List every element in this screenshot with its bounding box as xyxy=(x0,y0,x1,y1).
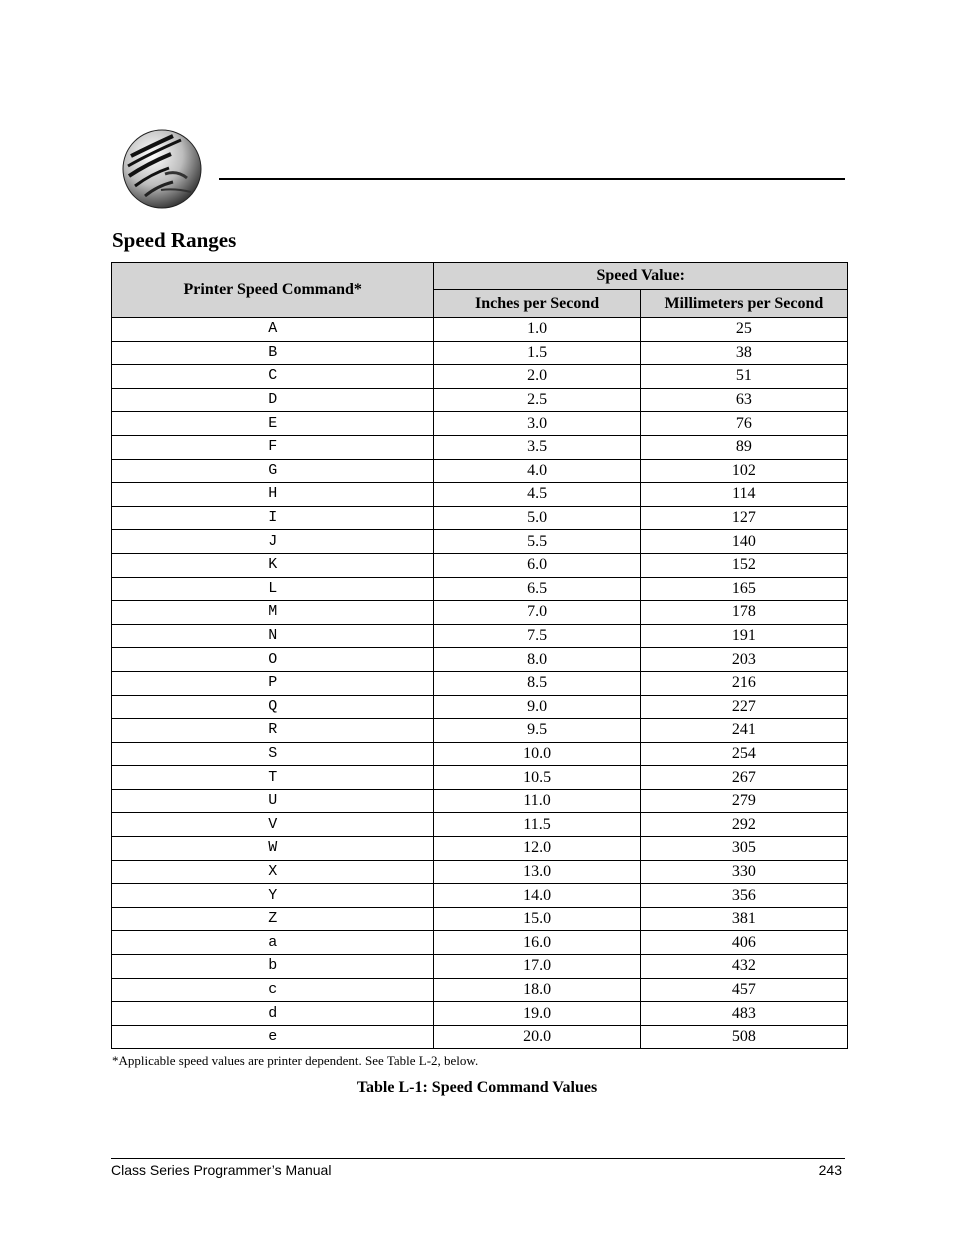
inches-per-second-cell: 7.0 xyxy=(434,601,640,625)
header-rule xyxy=(219,178,845,180)
table-row xyxy=(112,459,848,483)
table-row xyxy=(112,1002,848,1026)
inches-per-second-cell: 3.5 xyxy=(434,435,640,459)
speed-command-cell: F xyxy=(112,435,434,459)
table-row xyxy=(112,742,848,766)
inches-per-second-cell: 13.0 xyxy=(434,860,640,884)
millimeters-per-second-cell: 191 xyxy=(640,624,847,648)
table-row xyxy=(112,530,848,554)
table-body xyxy=(112,318,848,1049)
inches-per-second-cell: 12.0 xyxy=(434,837,640,861)
millimeters-per-second-cell: 203 xyxy=(640,648,847,672)
table-row xyxy=(112,341,848,365)
speed-command-cell: U xyxy=(112,789,434,813)
millimeters-per-second-cell: 305 xyxy=(640,837,847,861)
speed-command-cell: e xyxy=(112,1025,434,1049)
inches-per-second-cell: 6.0 xyxy=(434,553,640,577)
millimeters-per-second-cell: 38 xyxy=(640,341,847,365)
table-row xyxy=(112,813,848,837)
millimeters-per-second-cell: 216 xyxy=(640,671,847,695)
table-row xyxy=(112,365,848,389)
inches-per-second-cell: 1.5 xyxy=(434,341,640,365)
millimeters-per-second-cell: 89 xyxy=(640,435,847,459)
table-row xyxy=(112,907,848,931)
table-row xyxy=(112,318,848,342)
millimeters-per-second-cell: 381 xyxy=(640,907,847,931)
inches-per-second-cell: 3.0 xyxy=(434,412,640,436)
speed-command-cell: a xyxy=(112,931,434,955)
millimeters-per-second-cell: 330 xyxy=(640,860,847,884)
inches-per-second-cell: 1.0 xyxy=(434,318,640,342)
speed-command-table xyxy=(111,262,848,1049)
inches-per-second-cell: 8.0 xyxy=(434,648,640,672)
table-row xyxy=(112,695,848,719)
speed-command-cell: L xyxy=(112,577,434,601)
speed-command-cell: M xyxy=(112,601,434,625)
table-row xyxy=(112,388,848,412)
inches-per-second-cell: 16.0 xyxy=(434,931,640,955)
inches-per-second-cell: 19.0 xyxy=(434,1002,640,1026)
table-row xyxy=(112,506,848,530)
millimeters-per-second-cell: 241 xyxy=(640,719,847,743)
millimeters-per-second-cell: 356 xyxy=(640,884,847,908)
millimeters-per-second-cell: 152 xyxy=(640,553,847,577)
millimeters-per-second-cell: 63 xyxy=(640,388,847,412)
table-row xyxy=(112,412,848,436)
millimeters-per-second-cell: 267 xyxy=(640,766,847,790)
speed-command-cell: D xyxy=(112,388,434,412)
table-caption: Table L-1: Speed Command Values xyxy=(356,1079,598,1096)
table-row xyxy=(112,931,848,955)
speed-command-cell: H xyxy=(112,483,434,507)
table-row xyxy=(112,837,848,861)
speed-command-cell: C xyxy=(112,365,434,389)
speed-command-cell: S xyxy=(112,742,434,766)
inches-per-second-cell: 14.0 xyxy=(434,884,640,908)
speed-command-cell: b xyxy=(112,955,434,979)
table-row xyxy=(112,648,848,672)
table-row xyxy=(112,766,848,790)
millimeters-per-second-cell: 432 xyxy=(640,955,847,979)
millimeters-per-second-cell: 25 xyxy=(640,318,847,342)
speed-command-cell: d xyxy=(112,1002,434,1026)
inches-per-second-cell: 11.5 xyxy=(434,813,640,837)
speed-command-cell: W xyxy=(112,837,434,861)
table-footnote: *Applicable speed values are printer dependent. See Table L-2, below. xyxy=(112,1053,479,1068)
inches-per-second-cell: 4.5 xyxy=(434,483,640,507)
speed-command-cell: Z xyxy=(112,907,434,931)
header-speed-value: Speed Value: xyxy=(434,263,848,290)
table-row xyxy=(112,860,848,884)
millimeters-per-second-cell: 292 xyxy=(640,813,847,837)
speed-command-cell: N xyxy=(112,624,434,648)
millimeters-per-second-cell: 165 xyxy=(640,577,847,601)
speed-command-cell: E xyxy=(112,412,434,436)
table-row xyxy=(112,1025,848,1049)
speed-command-cell: P xyxy=(112,671,434,695)
speed-command-cell: Y xyxy=(112,884,434,908)
millimeters-per-second-cell: 102 xyxy=(640,459,847,483)
inches-per-second-cell: 15.0 xyxy=(434,907,640,931)
footer-page-number: 243 xyxy=(818,1162,842,1178)
millimeters-per-second-cell: 178 xyxy=(640,601,847,625)
millimeters-per-second-cell: 114 xyxy=(640,483,847,507)
speed-command-cell: V xyxy=(112,813,434,837)
speed-command-cell: R xyxy=(112,719,434,743)
inches-per-second-cell: 9.0 xyxy=(434,695,640,719)
speed-command-cell: A xyxy=(112,318,434,342)
table-row xyxy=(112,789,848,813)
speed-command-cell: T xyxy=(112,766,434,790)
table-row xyxy=(112,601,848,625)
header-millimeters-per-second: Millimeters per Second xyxy=(640,290,847,318)
millimeters-per-second-cell: 406 xyxy=(640,931,847,955)
inches-per-second-cell: 6.5 xyxy=(434,577,640,601)
millimeters-per-second-cell: 51 xyxy=(640,365,847,389)
speed-command-cell: c xyxy=(112,978,434,1002)
inches-per-second-cell: 11.0 xyxy=(434,789,640,813)
speed-command-cell: O xyxy=(112,648,434,672)
millimeters-per-second-cell: 457 xyxy=(640,978,847,1002)
table-row xyxy=(112,483,848,507)
table-row xyxy=(112,671,848,695)
inches-per-second-cell: 10.0 xyxy=(434,742,640,766)
section-title: Speed Ranges xyxy=(112,228,237,252)
header-printer-speed-command: Printer Speed Command* xyxy=(112,263,434,318)
millimeters-per-second-cell: 254 xyxy=(640,742,847,766)
table-row xyxy=(112,719,848,743)
footer-rule xyxy=(111,1158,845,1159)
zebra-globe-icon xyxy=(121,128,203,210)
inches-per-second-cell: 18.0 xyxy=(434,978,640,1002)
speed-command-cell: G xyxy=(112,459,434,483)
millimeters-per-second-cell: 140 xyxy=(640,530,847,554)
footer-manual-title: Class Series Programmer’s Manual xyxy=(111,1162,332,1178)
inches-per-second-cell: 20.0 xyxy=(434,1025,640,1049)
inches-per-second-cell: 17.0 xyxy=(434,955,640,979)
table-row xyxy=(112,577,848,601)
millimeters-per-second-cell: 227 xyxy=(640,695,847,719)
millimeters-per-second-cell: 483 xyxy=(640,1002,847,1026)
table-row xyxy=(112,955,848,979)
header-inches-per-second: Inches per Second xyxy=(434,290,640,318)
inches-per-second-cell: 5.0 xyxy=(434,506,640,530)
speed-command-cell: J xyxy=(112,530,434,554)
speed-command-cell: Q xyxy=(112,695,434,719)
millimeters-per-second-cell: 508 xyxy=(640,1025,847,1049)
table-row xyxy=(112,978,848,1002)
table-row xyxy=(112,435,848,459)
inches-per-second-cell: 7.5 xyxy=(434,624,640,648)
inches-per-second-cell: 2.5 xyxy=(434,388,640,412)
speed-command-cell: K xyxy=(112,553,434,577)
table-row xyxy=(112,553,848,577)
speed-command-cell: B xyxy=(112,341,434,365)
table-row xyxy=(112,624,848,648)
speed-command-cell: I xyxy=(112,506,434,530)
table-row xyxy=(112,884,848,908)
millimeters-per-second-cell: 127 xyxy=(640,506,847,530)
inches-per-second-cell: 8.5 xyxy=(434,671,640,695)
inches-per-second-cell: 10.5 xyxy=(434,766,640,790)
speed-command-cell: X xyxy=(112,860,434,884)
inches-per-second-cell: 9.5 xyxy=(434,719,640,743)
millimeters-per-second-cell: 76 xyxy=(640,412,847,436)
inches-per-second-cell: 2.0 xyxy=(434,365,640,389)
millimeters-per-second-cell: 279 xyxy=(640,789,847,813)
inches-per-second-cell: 4.0 xyxy=(434,459,640,483)
inches-per-second-cell: 5.5 xyxy=(434,530,640,554)
